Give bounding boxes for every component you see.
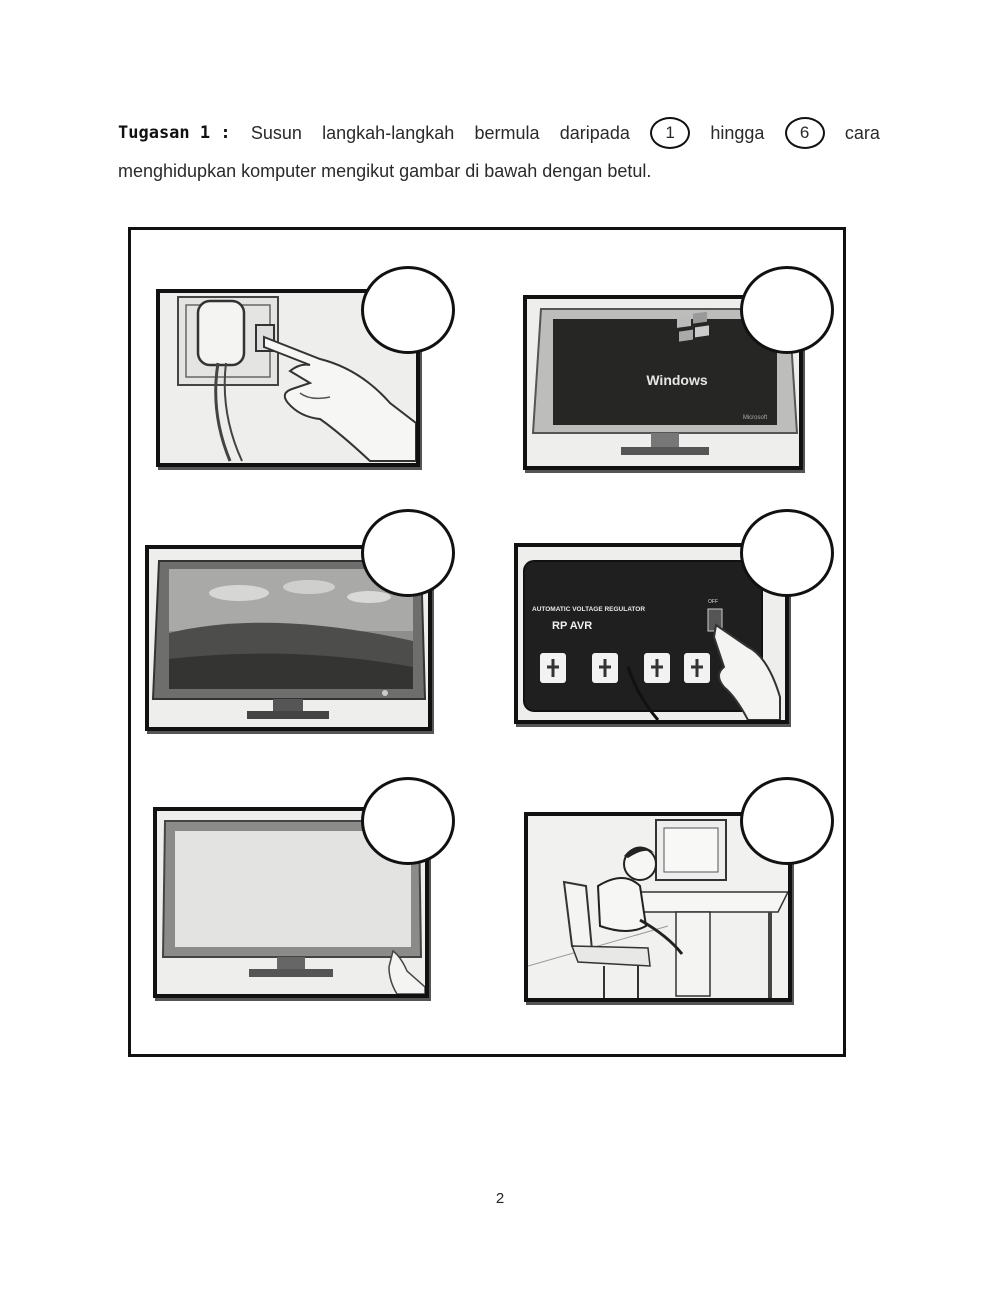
- page-number: 2: [495, 1190, 505, 1207]
- windows-logo-text: Windows: [646, 372, 708, 388]
- instruction-word: langkah-langkah: [322, 123, 455, 143]
- instruction-word: Susun: [250, 123, 302, 143]
- monitor-brand-text: Microsoft: [742, 415, 768, 421]
- answer-circle-2[interactable]: [740, 266, 834, 354]
- instruction-word: cara: [844, 123, 880, 143]
- instruction-word: bermula: [474, 123, 540, 143]
- answer-circle-3[interactable]: [361, 509, 455, 597]
- answer-circle-6[interactable]: [740, 777, 834, 865]
- answer-circle-1[interactable]: [361, 266, 455, 354]
- connector-word: hingga: [710, 123, 765, 143]
- answer-circle-4[interactable]: [740, 509, 834, 597]
- instruction-word: daripada: [559, 123, 630, 143]
- instruction-line-2: menghidupkan komputer mengikut gambar di bawah dengan betul.: [118, 161, 652, 181]
- start-number-circle: 1: [650, 117, 690, 149]
- avr-switch-label: OFF: [708, 599, 718, 605]
- avr-title-text: AUTOMATIC VOLTAGE REGULATOR: [532, 606, 646, 613]
- instruction: [118, 114, 880, 190]
- answer-circle-5[interactable]: [361, 777, 455, 865]
- task-label: Tugasan 1 :: [118, 123, 231, 143]
- end-number-circle: 6: [785, 117, 825, 149]
- avr-model-text: RP AVR: [552, 620, 593, 632]
- instruction-line-1: [118, 114, 880, 152]
